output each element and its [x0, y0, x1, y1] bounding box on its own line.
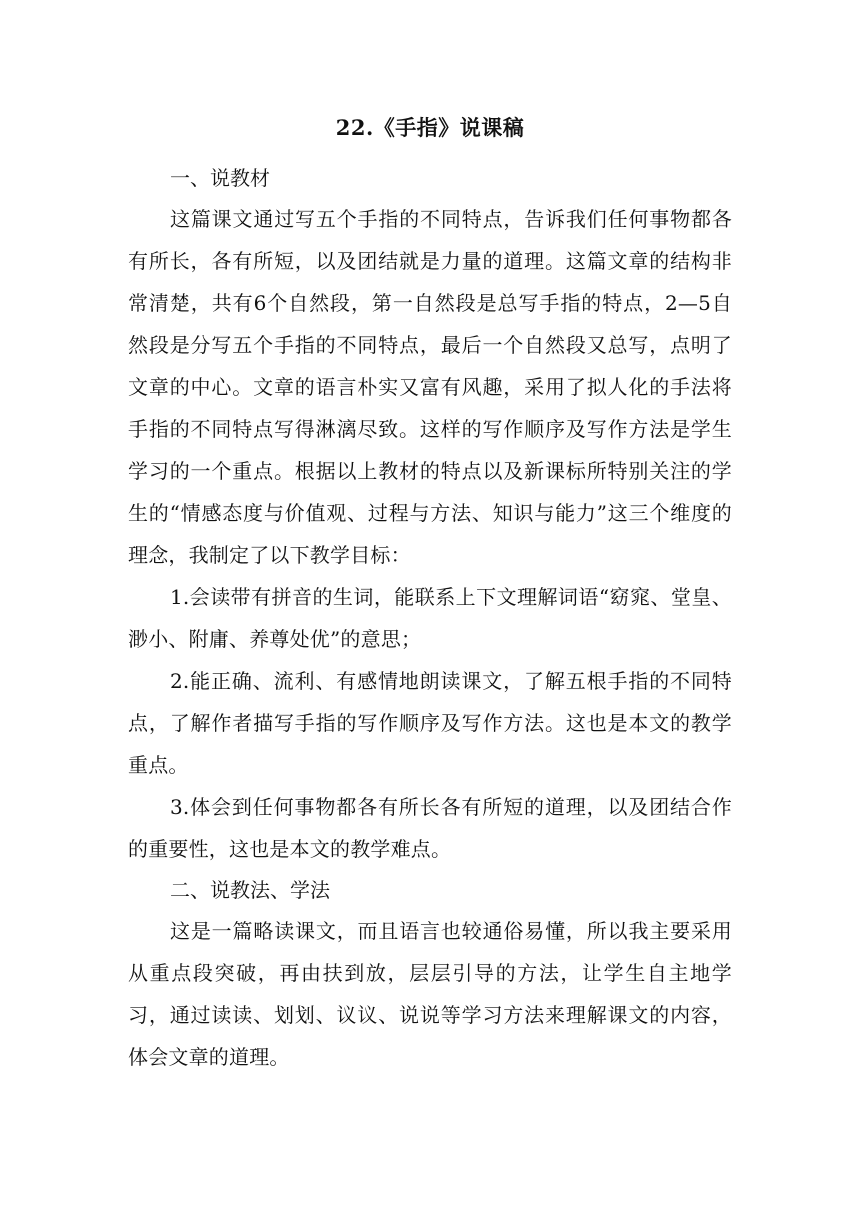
- document-body: [128, 112, 732, 1078]
- teaching-goal-2: 2.能正确、流利、有感情地朗读课文，了解五根手指的不同特点，了解作者描写手指的写作顺序及写作方法。这也是本文的教学重点。: [128, 669, 732, 777]
- section-heading-methods: 二、说教法、学法: [170, 878, 330, 902]
- teaching-goal-3: 3.体会到任何事物都各有所长各有所短的道理，以及团结合作的重要性，这也是本文的教学难点。: [128, 795, 732, 861]
- section-heading-textbook: 一、说教材: [170, 166, 270, 190]
- section-textbook-intro: 这篇课文通过写五个手指的不同特点，告诉我们任何事物都各有所长，各有所短，以及团结就是力量的道理。这篇文章的结构非常清楚，共有6个自然段，第一自然段是总写手指的特点，2—5自然段是分写五个手指的不同特点，最后一个自然段又总写，点明了文章的中心。文章的语言朴实又富有风趣，采用了拟人化的手法将手指的不同特点写得淋漓尽致。这样的写作顺序及写作方法是学生学习的一个重点。根据以上教材的特点以及新课标所特别关注的学生的“情感态度与价值观、过程与方法、知识与能力”这三个维度的理念，我制定了以下教学目标：: [128, 207, 732, 567]
- section-methods-body: 这是一篇略读课文，而且语言也较通俗易懂，所以我主要采用从重点段突破，再由扶到放，层层引导的方法，让学生自主地学习，通过读读、划划、议议、说说等学习方法来理解课文的内容，体会文章的道理。: [128, 919, 732, 1069]
- document-title: 22.《手指》说课稿: [335, 115, 525, 140]
- teaching-goal-1: 1.会读带有拼音的生词，能联系上下文理解词语“窈窕、堂皇、渺小、附庸、养尊处优”的意思；: [128, 585, 732, 651]
